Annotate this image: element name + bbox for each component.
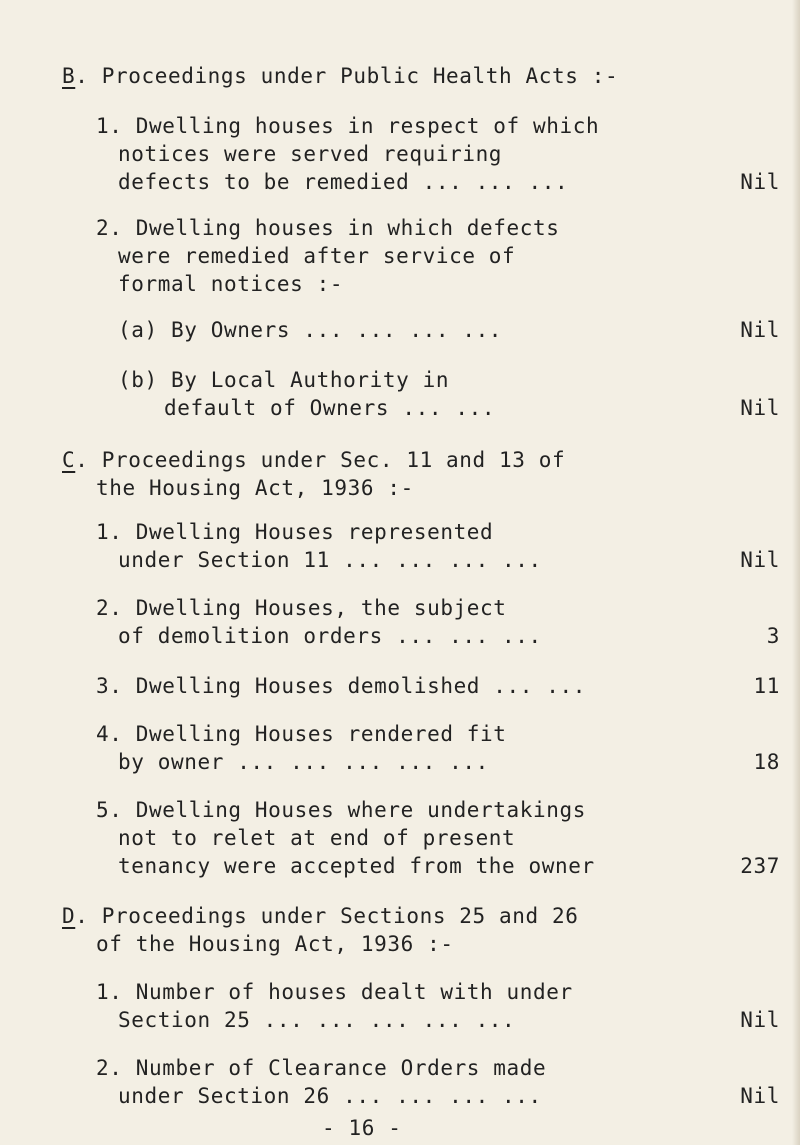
b2-line1: 2. Dwelling houses in which defects (96, 216, 560, 240)
b1-value: Nil (740, 170, 780, 194)
d1-line1: 1. Number of houses dealt with under (96, 980, 573, 1004)
c4-value: 18 (753, 750, 780, 774)
b2a-line1: (a) By Owners ... ... ... ... (118, 318, 503, 342)
c5-line3: tenancy were accepted from the owner (118, 854, 595, 878)
section-d-heading-text: . Proceedings under Sections 25 and 26 (75, 904, 579, 928)
b2-line3: formal notices :- (118, 272, 344, 296)
d2-value: Nil (740, 1084, 780, 1108)
section-d-letter: D (62, 904, 76, 928)
d1-line2: Section 25 ... ... ... ... ... (118, 1008, 516, 1032)
section-b-heading-text: . Proceedings under Public Health Acts :- (75, 64, 619, 88)
section-b-heading (62, 66, 618, 87)
c5-line2: not to relet at end of present (118, 826, 516, 850)
c1-value: Nil (740, 548, 780, 572)
section-d-heading-line2: of the Housing Act, 1936 :- (96, 932, 454, 956)
b1-line2: notices were served requiring (118, 142, 503, 166)
b2b-value: Nil (740, 396, 780, 420)
c3-line1: 3. Dwelling Houses demolished ... ... (96, 674, 586, 698)
section-c-heading (62, 450, 565, 471)
b2b-line2: default of Owners ... ... (164, 396, 496, 420)
c1-line2: under Section 11 ... ... ... ... (118, 548, 542, 572)
section-c-heading-line2: the Housing Act, 1936 :- (96, 476, 414, 500)
d2-line2: under Section 26 ... ... ... ... (118, 1084, 542, 1108)
b2a-value: Nil (740, 318, 780, 342)
c4-line1: 4. Dwelling Houses rendered fit (96, 722, 507, 746)
c5-line1: 5. Dwelling Houses where undertakings (96, 798, 586, 822)
page-edge-shadow (792, 0, 800, 1145)
page-number: - 16 - (322, 1116, 402, 1140)
b2-line2: were remedied after service of (118, 244, 516, 268)
b1-line3: defects to be remedied ... ... ... (118, 170, 569, 194)
b2b-line1: (b) By Local Authority in (118, 368, 450, 392)
section-d-heading (62, 906, 579, 927)
b1-line1: 1. Dwelling houses in respect of which (96, 114, 600, 138)
c2-line2: of demolition orders ... ... ... (118, 624, 542, 648)
c2-value: 3 (766, 624, 780, 648)
c4-line2: by owner ... ... ... ... ... (118, 750, 489, 774)
c5-value: 237 (740, 854, 780, 878)
d1-value: Nil (740, 1008, 780, 1032)
section-b-letter: B (62, 64, 76, 88)
c1-line1: 1. Dwelling Houses represented (96, 520, 494, 544)
c2-line1: 2. Dwelling Houses, the subject (96, 596, 507, 620)
section-c-heading-text: . Proceedings under Sec. 11 and 13 of (75, 448, 566, 472)
section-c-letter: C (62, 448, 76, 472)
d2-line1: 2. Number of Clearance Orders made (96, 1056, 547, 1080)
c3-value: 11 (753, 674, 780, 698)
